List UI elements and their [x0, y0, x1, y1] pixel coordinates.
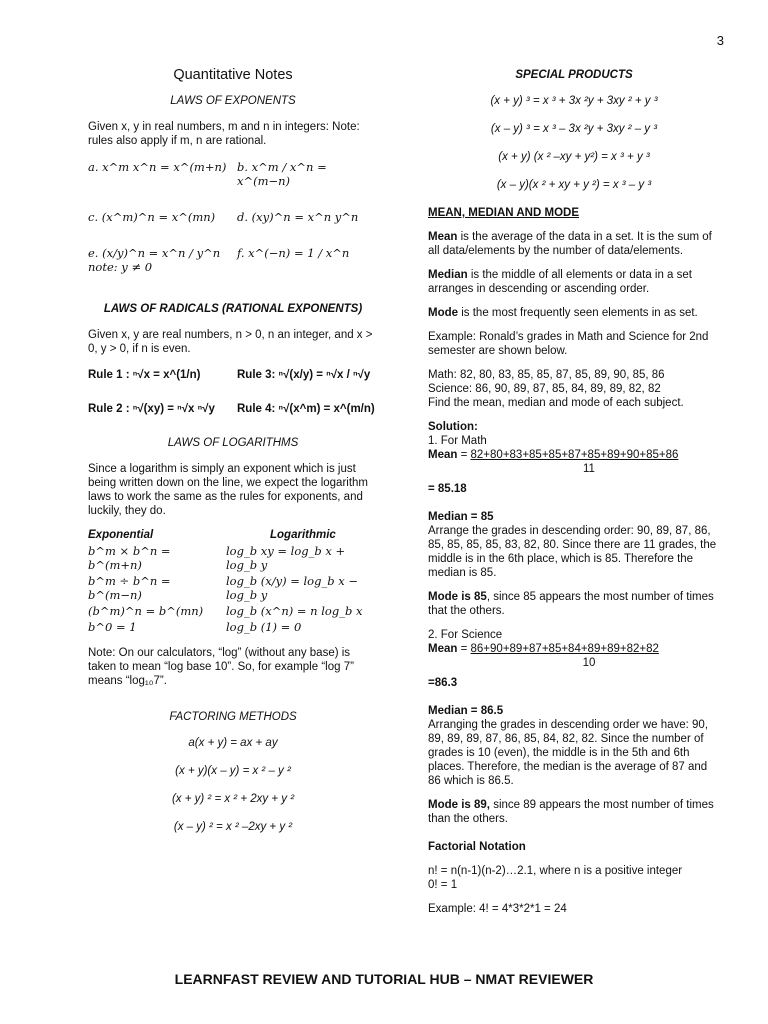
exponents-heading: LAWS OF EXPONENTS [170, 95, 296, 107]
left-column [88, 62, 378, 848]
radical-rule-2: Rule 2 : ⁿ√(xy) = ⁿ√x ⁿ√y [88, 403, 215, 415]
exponent-law-f: f. x^(−n) = 1 / x^n [237, 246, 350, 260]
factoring-list [88, 736, 378, 834]
footer-title: LEARNFAST REVIEW AND TUTORIAL HUB – NMAT REVIEWER [174, 971, 594, 987]
factorial-zero: 0! = 1 [428, 879, 458, 891]
radicals-heading: LAWS OF RADICALS (RATIONAL EXPONENTS) [103, 303, 363, 315]
exponent-laws [88, 160, 378, 274]
special-product: (x + y) ³ = x ³ + 3x ²y + 3xy ² + y ³ [490, 95, 658, 107]
logarithms-intro: Since a logarithm is simply an exponent which is just being written down on the line, we expect the logarithm laws to work the same as the rules for exponents, and luckily, they do. [88, 463, 368, 517]
factorial-definition: n! = n(n-1)(n-2)…2.1, where n is a positive integer [428, 865, 683, 877]
log-row-3-log: log_b (x^n) = n log_b x [226, 604, 363, 618]
science-median-text: Arranging the grades in descending order we have: 90, 89, 89, 89, 87, 86, 85, 84, 82, 82. Since the number of grades is 10 (even), the middle is in the 5th and 6th places. Therefore, the median is the average of 87 and 86 which is 86.5. [428, 719, 709, 787]
math-mode: Mode is 85, since 85 appears the most number of times that the others. [428, 591, 714, 617]
factoring-heading: FACTORING METHODS [169, 711, 297, 723]
page-number: 3 [716, 33, 724, 48]
math-mean-result: = 85.18 [428, 483, 467, 495]
factorial-example: Example: 4! = 4*3*2*1 = 24 [428, 903, 567, 915]
radical-rule-1: Rule 1 : ⁿ√x = x^(1/n) [88, 369, 201, 381]
math-mean-denominator: 11 [583, 463, 595, 475]
mode-definition: Mode is the most frequently seen elements in as set. [428, 307, 698, 319]
radicals-intro: Given x, y are real numbers, n > 0, n an integer, and x > 0, y > 0, if n is even. [88, 329, 373, 355]
example-intro: Example: Ronald’s grades in Math and Science for 2nd semester are shown below. [428, 331, 709, 357]
log-row-2-log: log_b (x/y) = log_b x − log_b y [226, 574, 359, 602]
factoring-item: (x + y) ² = x ² + 2xy + y ² [171, 793, 295, 805]
mean-definition: Mean is the average of the data in a set. It is the sum of all data/elements by the number of data/elements. [428, 231, 712, 257]
log-row-4-exp: b^0 = 1 [88, 620, 137, 634]
science-label: 2. For Science [428, 629, 503, 641]
logarithms-heading: LAWS OF LOGARITHMS [167, 437, 299, 449]
science-grades: Science: 86, 90, 89, 87, 85, 84, 89, 89, 82, 82 [428, 383, 661, 395]
mode-term: Mode [428, 307, 459, 319]
special-product: (x + y) (x ² –xy + y²) = x ³ + y ³ [498, 151, 650, 163]
mmm-heading: MEAN, MEDIAN AND MODE [428, 207, 579, 219]
special-product: (x – y)(x ² + xy + y ²) = x ³ – y ³ [496, 179, 652, 191]
math-label: 1. For Math [428, 435, 487, 447]
science-mode: Mode is 89, since 89 appears the most number of times than the others. [428, 799, 714, 825]
math-median-label: Median = 85 [428, 511, 494, 523]
exponent-law-d: d. (xy)^n = x^n y^n [237, 210, 359, 224]
exponential-header: Exponential [88, 529, 154, 541]
math-grades: Math: 82, 80, 83, 85, 85, 87, 85, 89, 90, 85, 86 [428, 369, 665, 381]
logarithmic-header: Logarithmic [270, 529, 336, 541]
log-row-1-log: log_b xy = log_b x + log_b y [226, 544, 346, 572]
log-row-2-exp: b^m ÷ b^n = b^(m−n) [88, 574, 171, 602]
radical-rule-4: Rule 4: ⁿ√(x^m) = x^(m/n) [237, 403, 375, 415]
math-median-text: Arrange the grades in descending order: 90, 89, 87, 86, 85, 85, 85, 85, 83, 82, 80. Since there are 11 grades, the middle is in the 6th place, which is 85. Therefore the median is 85. [428, 525, 717, 579]
science-mean-result: =86.3 [428, 677, 458, 689]
logarithm-table [88, 528, 378, 634]
science-median-label: Median = 86.5 [428, 705, 504, 717]
mean-term: Mean [428, 231, 458, 243]
exponent-law-a: a. x^m x^n = x^(m+n) [88, 160, 227, 174]
science-mean-denominator: 10 [582, 657, 596, 669]
log-row-3-exp: (b^m)^n = b^(mn) [88, 604, 204, 618]
median-term: Median [428, 269, 468, 281]
math-mean-sum: 82+80+83+85+85+87+85+89+90+85+86 [470, 449, 679, 461]
median-definition: Median is the middle of all elements or data in a set arranges in descending or ascending order. [428, 269, 692, 295]
example-task: Find the mean, median and mode of each subject. [428, 397, 684, 409]
exponent-law-c: c. (x^m)^n = x^(mn) [88, 210, 216, 224]
special-product: (x – y) ³ = x ³ – 3x ²y + 3xy ² – y ³ [490, 123, 658, 135]
exponent-law-b: b. x^m / x^n = x^(m−n) [237, 160, 327, 188]
science-mean-line: Mean = 86+90+89+87+85+84+89+89+82+82 [428, 643, 659, 655]
radical-rule-3: Rule 3: ⁿ√(x/y) = ⁿ√x / ⁿ√y [237, 369, 371, 381]
factoring-item: a(x + y) = ax + ay [188, 737, 278, 749]
radical-rules [88, 368, 378, 416]
log-row-1-exp: b^m × b^n = b^(m+n) [88, 544, 171, 572]
special-products-heading: SPECIAL PRODUCTS [515, 69, 633, 81]
factoring-item: (x – y) ² = x ² –2xy + y ² [173, 821, 293, 833]
logarithms-note: Note: On our calculators, “log” (without any base) is taken to mean “log base 10”. So, for example “log 7” means “log₁₀7”. [88, 647, 354, 687]
page-title: Quantitative Notes [173, 67, 293, 83]
math-mean-line: Mean = 82+80+83+85+85+87+85+89+90+85+86 [428, 449, 679, 461]
exponent-law-e: e. (x/y)^n = x^n / y^n note: y ≠ 0 [88, 246, 221, 274]
special-products-list [428, 94, 720, 192]
log-row-4-log: log_b (1) = 0 [226, 620, 302, 634]
science-mean-sum: 86+90+89+87+85+84+89+89+82+82 [470, 643, 659, 655]
solution-heading: Solution: [428, 421, 478, 433]
factoring-item: (x + y)(x – y) = x ² – y ² [175, 765, 291, 777]
right-column [428, 62, 720, 916]
exponents-intro: Given x, y in real numbers, m and n in integers: Note: rules also apply if m, n are rational. [88, 121, 360, 147]
factorial-heading: Factorial Notation [428, 841, 526, 853]
